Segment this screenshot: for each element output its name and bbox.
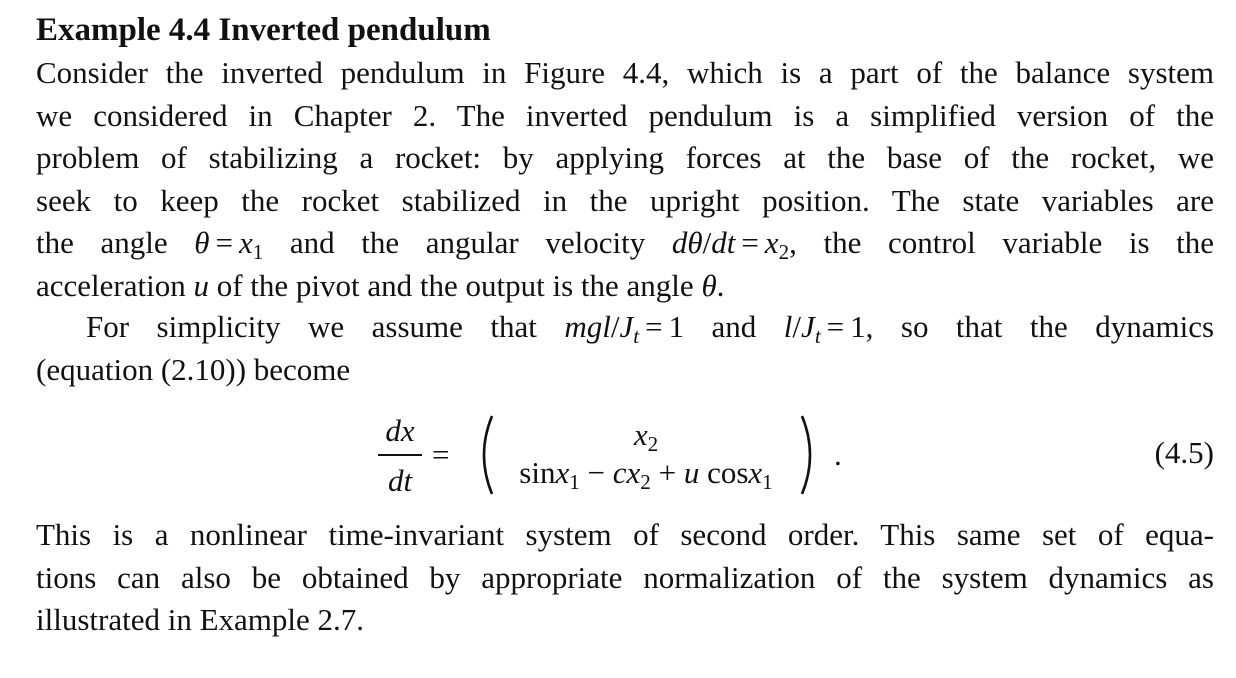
vector-row-1: $x_2$ [633, 417, 659, 456]
text-line: This is a nonlinear time-invariant system of second order. This same set of equa- [36, 517, 1214, 552]
equation-period: . [834, 437, 842, 472]
display-equation [372, 408, 852, 502]
text-fragment: the angle [36, 225, 168, 260]
paragraph-2 [36, 306, 1214, 391]
derivative-fraction: dx dt [378, 412, 422, 500]
text-line: we considered in Chapter 2. The inverted pendulum is a simplified version of the [36, 97, 1214, 133]
text-line [36, 265, 1214, 308]
inline-math-dtheta-dt-eq-x2: $d\theta/dt = x_2$ [671, 225, 790, 264]
inline-math-l-over-jt: $l/J_t = 1$ [783, 309, 866, 348]
text-line: problem of stabilizing a rocket: by applying forces at the base of the rocket, we [36, 140, 1214, 175]
inline-math-mgl-over-jt: mgl/$J_t = 1$ [564, 309, 685, 348]
inline-math-theta: θ [701, 267, 717, 303]
state-vector [496, 416, 796, 492]
text-fragment: For simplicity we assume that [86, 309, 537, 344]
left-paren [472, 414, 496, 496]
equals-sign: = [432, 437, 450, 472]
text-line: (equation (2.10)) become [36, 351, 351, 387]
vector-row-2: $\sin x_1 - cx_2 + u$ cosx$_1$ [519, 455, 773, 494]
text-line: Consider the inverted pendulum in Figure 4.4, which is a part of the balance system [36, 55, 1214, 90]
paragraph-3 [36, 514, 1214, 642]
inline-math-theta-eq-x1: $\theta = x_1$ [194, 225, 264, 264]
paragraph-1 [36, 52, 1214, 307]
text-line: seek to keep the rocket stabilized in the upright position. The state variables are [36, 182, 1214, 218]
text-fragment: , so that the dynamics [865, 309, 1215, 344]
text-fragment: acceleration [36, 267, 186, 303]
text-line: illustrated in Example 2.7. [36, 602, 365, 637]
text-fragment: , the control variable is the [789, 225, 1215, 260]
inline-math-u: u [193, 267, 209, 303]
text-fragment: . [716, 267, 725, 303]
text-line [36, 222, 1214, 265]
text-line [36, 306, 1214, 349]
equation-number: (4.5) [1154, 435, 1214, 470]
text-fragment: and [711, 309, 757, 344]
text-fragment: of the pivot and the output is the angle [216, 267, 694, 303]
right-paren [798, 414, 822, 496]
example-heading: Example 4.4 Inverted pendulum [36, 12, 491, 48]
text-line: tions can also be obtained by appropriate normalization of the system dynamics as [36, 559, 1214, 595]
text-fragment: and the angular velocity [289, 225, 646, 260]
